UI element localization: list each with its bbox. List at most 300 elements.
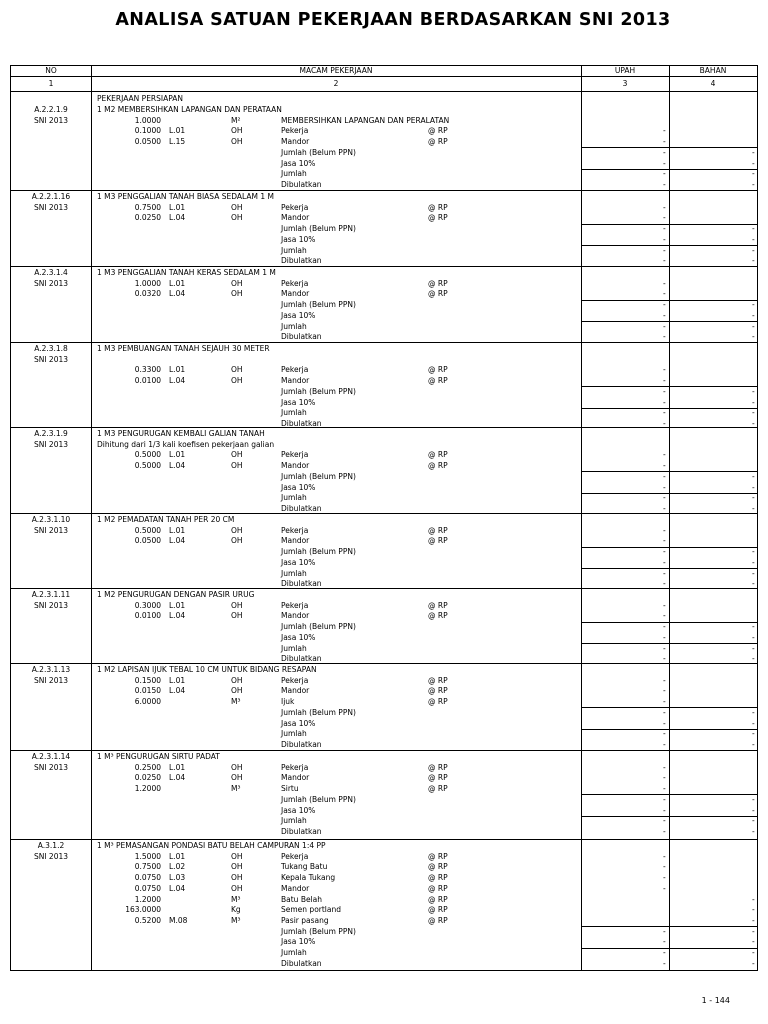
- work-item-block: [11, 839, 757, 972]
- subtotal-line-upah: [582, 816, 670, 817]
- item-title: 1 M3 PENGURUGAN KEMBALI GALIAN TANAH: [97, 429, 265, 438]
- upah-value: -: [663, 686, 666, 696]
- upah-total: -: [663, 826, 666, 836]
- bahan-total: -: [752, 179, 755, 189]
- total-label: Jumlah: [281, 408, 307, 418]
- component-name: Mandor: [281, 883, 310, 893]
- upah-total: -: [663, 739, 666, 749]
- upah-total: -: [663, 805, 666, 815]
- upah-total: -: [663, 482, 666, 492]
- bahan-total: -: [752, 622, 755, 632]
- work-item-block: [11, 266, 757, 342]
- upah-value: -: [663, 773, 666, 783]
- coefficient: 0.7500: [134, 202, 161, 212]
- header-row-divider: [11, 76, 757, 77]
- block-divider: [11, 750, 757, 751]
- component-name: Ijuk: [281, 697, 295, 707]
- component-code: L.01: [169, 450, 186, 460]
- col-number-1: 1: [48, 79, 54, 88]
- component-code: L.01: [169, 365, 186, 375]
- unit: OH: [231, 461, 243, 471]
- price-label: @ RP: [428, 686, 448, 696]
- coefficient: 1.5000: [134, 851, 161, 861]
- component-code: L.04: [169, 773, 186, 783]
- upah-total: -: [663, 471, 666, 481]
- total-label: Jumlah (Belum PPN): [281, 300, 356, 310]
- price-label: @ RP: [428, 762, 448, 772]
- analysis-table: [10, 65, 758, 971]
- upah-value: -: [663, 862, 666, 872]
- upah-value: -: [663, 883, 666, 893]
- total-label: Jasa 10%: [281, 397, 316, 407]
- component-name: Mandor: [281, 686, 310, 696]
- upah-value: -: [663, 278, 666, 288]
- component-name: Pasir pasang: [281, 915, 329, 925]
- component-name: Mandor: [281, 536, 310, 546]
- work-item-block: [11, 663, 757, 750]
- item-standard: SNI 2013: [33, 675, 69, 685]
- document-title: ANALISA SATUAN PEKERJAAN BERDASARKAN SNI 2013: [115, 10, 671, 30]
- total-label: Dibulatkan: [281, 503, 322, 513]
- component-code: L.04: [169, 461, 186, 471]
- bahan-total: -: [752, 158, 755, 168]
- unit: M³: [231, 784, 241, 794]
- price-label: @ RP: [428, 600, 448, 610]
- subtotal-line-upah: [582, 386, 670, 387]
- subtotal-line-upah: [582, 643, 670, 644]
- subtotal-line-bahan: [670, 948, 758, 949]
- upah-value: -: [663, 873, 666, 883]
- component-name: Mandor: [281, 213, 310, 223]
- unit: OH: [231, 278, 243, 288]
- coefficient: 0.1000: [134, 126, 161, 136]
- upah-total: -: [663, 707, 666, 717]
- unit: OH: [231, 762, 243, 772]
- bahan-total: -: [752, 805, 755, 815]
- coefficient: 0.0100: [134, 376, 161, 386]
- item-title: 1 M2 PENGURUGAN DENGAN PASIR URUG: [97, 590, 255, 599]
- upah-value: -: [663, 450, 666, 460]
- total-label: Jumlah (Belum PPN): [281, 926, 356, 936]
- component-code: L.01: [169, 202, 186, 212]
- total-label: Jumlah: [281, 169, 307, 179]
- col-number-3: 3: [622, 79, 628, 88]
- component-name: Pekerja: [281, 365, 309, 375]
- bahan-total: -: [752, 547, 755, 557]
- upah-value: -: [663, 536, 666, 546]
- coefficient: 0.7500: [134, 862, 161, 872]
- total-label: Dibulatkan: [281, 579, 322, 589]
- price-label: @ RP: [428, 851, 448, 861]
- upah-total: -: [663, 418, 666, 428]
- unit: M²: [231, 115, 241, 125]
- upah-total: -: [663, 816, 666, 826]
- upah-total: -: [663, 729, 666, 739]
- upah-value: -: [663, 600, 666, 610]
- subtotal-line-upah: [582, 300, 670, 301]
- item-title: 1 M3 PENGGALIAN TANAH KERAS SEDALAM 1 M: [97, 268, 276, 277]
- unit: M³: [231, 894, 241, 904]
- upah-total: -: [663, 493, 666, 503]
- bahan-total: -: [752, 493, 755, 503]
- unit: Kg: [231, 905, 241, 915]
- component-code: L.04: [169, 213, 186, 223]
- bahan-total: -: [752, 557, 755, 567]
- coefficient: 6.0000: [134, 697, 161, 707]
- subtotal-line-bahan: [670, 643, 758, 644]
- price-label: @ RP: [428, 213, 448, 223]
- component-code: L.04: [169, 611, 186, 621]
- bahan-total: -: [752, 948, 755, 957]
- subtotal-line-bahan: [670, 568, 758, 569]
- price-label: @ RP: [428, 126, 448, 136]
- subtotal-line-bahan: [670, 493, 758, 494]
- upah-value: -: [663, 611, 666, 621]
- bahan-total: -: [752, 654, 755, 664]
- upah-total: -: [663, 547, 666, 557]
- total-label: Jumlah (Belum PPN): [281, 622, 356, 632]
- upah-total: -: [663, 321, 666, 331]
- bahan-total: -: [752, 386, 755, 396]
- upah-value: -: [663, 376, 666, 386]
- item-title: 1 M³ PENGURUGAN SIRTU PADAT: [97, 752, 220, 761]
- upah-total: -: [663, 158, 666, 168]
- bahan-total: -: [752, 147, 755, 157]
- total-label: Jasa 10%: [281, 718, 316, 728]
- unit: OH: [231, 675, 243, 685]
- component-name: Pekerja: [281, 126, 309, 136]
- upah-value: -: [663, 213, 666, 223]
- total-label: Jasa 10%: [281, 310, 316, 320]
- header-bottom-divider: [11, 91, 757, 92]
- subtotal-line-bahan: [670, 816, 758, 817]
- upah-value: -: [663, 289, 666, 299]
- component-name: Mandor: [281, 611, 310, 621]
- price-label: @ RP: [428, 873, 448, 883]
- subtotal-line-bahan: [670, 707, 758, 708]
- upah-total: -: [663, 397, 666, 407]
- component-name: Mandor: [281, 461, 310, 471]
- upah-total: -: [663, 579, 666, 589]
- price-label: @ RP: [428, 137, 448, 147]
- item-title: 1 M2 MEMBERSIHKAN LAPANGAN DAN PERATAAN: [97, 105, 282, 114]
- component-code: L.01: [169, 675, 186, 685]
- block-divider: [11, 342, 757, 343]
- component-name: Pekerja: [281, 525, 309, 535]
- component-code: L.03: [169, 873, 186, 883]
- price-label: @ RP: [428, 894, 448, 904]
- upah-value: -: [663, 762, 666, 772]
- bahan-total: -: [752, 718, 755, 728]
- unit: OH: [231, 450, 243, 460]
- unit: OH: [231, 883, 243, 893]
- item-standard: SNI 2013: [33, 439, 69, 449]
- bahan-total: -: [752, 643, 755, 653]
- coefficient: 0.0250: [134, 773, 161, 783]
- coefficient: 1.0000: [134, 278, 161, 288]
- item-standard: SNI 2013: [33, 762, 69, 772]
- upah-value: -: [663, 697, 666, 707]
- component-name: Pekerja: [281, 450, 309, 460]
- component-name: Pekerja: [281, 762, 309, 772]
- price-label: @ RP: [428, 365, 448, 375]
- total-label: Jasa 10%: [281, 234, 316, 244]
- upah-total: -: [663, 654, 666, 664]
- item-standard: SNI 2013: [33, 202, 69, 212]
- col-number-4: 4: [710, 79, 716, 88]
- component-name: Semen portland: [281, 905, 341, 915]
- bahan-total: -: [752, 958, 755, 968]
- price-label: @ RP: [428, 525, 448, 535]
- unit: OH: [231, 137, 243, 147]
- bahan-total: -: [752, 729, 755, 739]
- block-divider: [11, 190, 757, 191]
- total-label: Jumlah: [281, 816, 307, 826]
- total-label: Jasa 10%: [281, 158, 316, 168]
- upah-total: -: [663, 718, 666, 728]
- unit: OH: [231, 126, 243, 136]
- upah-total: -: [663, 926, 666, 936]
- bahan-total: -: [752, 826, 755, 836]
- upah-total: -: [663, 568, 666, 578]
- item-code: A.2.3.1.8: [34, 344, 68, 353]
- total-label: Dibulatkan: [281, 958, 322, 968]
- subtotal-line-upah: [582, 471, 670, 472]
- coefficient: 1.2000: [134, 894, 161, 904]
- unit: OH: [231, 600, 243, 610]
- upah-total: -: [663, 256, 666, 266]
- total-label: Jumlah (Belum PPN): [281, 547, 356, 557]
- item-code: A.2.3.1.14: [31, 752, 71, 761]
- price-label: @ RP: [428, 915, 448, 925]
- bahan-total: -: [752, 482, 755, 492]
- total-label: Dibulatkan: [281, 256, 322, 266]
- total-label: Dibulatkan: [281, 418, 322, 428]
- total-label: Jasa 10%: [281, 937, 316, 947]
- component-code: L.01: [169, 600, 186, 610]
- coefficient: 0.0150: [134, 686, 161, 696]
- total-label: Dibulatkan: [281, 739, 322, 749]
- block-divider: [11, 588, 757, 589]
- total-label: Jumlah: [281, 729, 307, 739]
- item-note: Dihitung dari 1/3 kali koefisen pekerjaan galian: [97, 439, 275, 449]
- subtotal-line-upah: [582, 169, 670, 170]
- work-item-block: [11, 750, 757, 839]
- unit: OH: [231, 213, 243, 223]
- upah-total: -: [663, 179, 666, 189]
- bahan-total: -: [752, 256, 755, 266]
- work-item-block: [11, 342, 757, 427]
- upah-total: -: [663, 245, 666, 255]
- upah-total: -: [663, 300, 666, 310]
- price-label: @ RP: [428, 784, 448, 794]
- item-standard: SNI 2013: [33, 354, 69, 364]
- bahan-total: -: [752, 224, 755, 234]
- bahan-value: -: [752, 905, 755, 915]
- component-code: L.01: [169, 278, 186, 288]
- item-standard: SNI 2013: [33, 525, 69, 535]
- subtotal-line-bahan: [670, 321, 758, 322]
- subtotal-line-upah: [582, 729, 670, 730]
- item-title: 1 M2 PEMADATAN TANAH PER 20 CM: [97, 515, 235, 524]
- bahan-total: -: [752, 397, 755, 407]
- price-label: @ RP: [428, 202, 448, 212]
- item-title: 1 M³ PEMASANGAN PONDASI BATU BELAH CAMPURAN 1:4 PP: [97, 841, 326, 850]
- bahan-total: -: [752, 245, 755, 255]
- unit: OH: [231, 536, 243, 546]
- bahan-total: -: [752, 794, 755, 804]
- upah-value: -: [663, 137, 666, 147]
- bahan-total: -: [752, 926, 755, 936]
- coefficient: 1.2000: [134, 784, 161, 794]
- unit: OH: [231, 525, 243, 535]
- upah-total: -: [663, 643, 666, 653]
- work-item-block: [11, 513, 757, 588]
- work-item-block: [11, 190, 757, 266]
- price-label: @ RP: [428, 289, 448, 299]
- component-code: L.04: [169, 883, 186, 893]
- unit: OH: [231, 365, 243, 375]
- unit: M³: [231, 915, 241, 925]
- component-code: L.01: [169, 851, 186, 861]
- bahan-total: -: [752, 321, 755, 331]
- upah-total: -: [663, 948, 666, 957]
- block-divider: [11, 839, 757, 840]
- item-code: A.2.3.1.13: [31, 665, 71, 674]
- bahan-total: -: [752, 471, 755, 481]
- work-item-block: [11, 588, 757, 663]
- unit: M³: [231, 697, 241, 707]
- total-label: Jumlah: [281, 493, 307, 503]
- upah-value: -: [663, 784, 666, 794]
- coefficient: 1.0000: [134, 115, 161, 125]
- component-name: Sirtu: [281, 784, 299, 794]
- page-number: 1 - 144: [701, 996, 730, 1005]
- subtotal-line-upah: [582, 568, 670, 569]
- total-label: Jumlah: [281, 568, 307, 578]
- header-bahan: BAHAN: [699, 66, 727, 75]
- header-macam-pekerjaan: MACAM PEKERJAAN: [299, 66, 373, 75]
- total-label: Jasa 10%: [281, 632, 316, 642]
- total-label: Dibulatkan: [281, 654, 322, 664]
- subtotal-line-bahan: [670, 245, 758, 246]
- bahan-total: -: [752, 503, 755, 513]
- coefficient: 0.0500: [134, 137, 161, 147]
- component-name: Pekerja: [281, 600, 309, 610]
- coefficient: 0.0320: [134, 289, 161, 299]
- component-name: Kepala Tukang: [281, 873, 336, 883]
- subtotal-line-bahan: [670, 224, 758, 225]
- section-title: PEKERJAAN PERSIAPAN: [97, 94, 184, 103]
- bahan-total: -: [752, 418, 755, 428]
- item-code: A.2.2.1.9: [34, 105, 68, 114]
- item-standard: SNI 2013: [33, 600, 69, 610]
- total-label: Dibulatkan: [281, 332, 322, 342]
- total-label: Jasa 10%: [281, 482, 316, 492]
- upah-total: -: [663, 794, 666, 804]
- coefficient: 0.1500: [134, 675, 161, 685]
- bahan-total: -: [752, 300, 755, 310]
- price-label: @ RP: [428, 697, 448, 707]
- subtotal-line-upah: [582, 245, 670, 246]
- component-name: Tukang Batu: [281, 862, 328, 872]
- subtotal-line-upah: [582, 224, 670, 225]
- bahan-total: -: [752, 310, 755, 320]
- header-no: NO: [45, 66, 57, 75]
- component-name: Mandor: [281, 137, 310, 147]
- total-label: Jumlah (Belum PPN): [281, 386, 356, 396]
- subtotal-line-bahan: [670, 729, 758, 730]
- subtotal-line-bahan: [670, 547, 758, 548]
- total-label: Jasa 10%: [281, 805, 316, 815]
- bahan-total: -: [752, 579, 755, 589]
- upah-total: -: [663, 386, 666, 396]
- total-label: Jumlah (Belum PPN): [281, 707, 356, 717]
- component-name: Mandor: [281, 773, 310, 783]
- subtotal-line-bahan: [670, 794, 758, 795]
- subtotal-line-bahan: [670, 169, 758, 170]
- unit: OH: [231, 686, 243, 696]
- upah-value: -: [663, 365, 666, 375]
- price-label: @ RP: [428, 376, 448, 386]
- unit: OH: [231, 851, 243, 861]
- price-label: @ RP: [428, 883, 448, 893]
- item-code: A.2.3.1.11: [31, 590, 71, 599]
- block-divider: [11, 663, 757, 664]
- coefficient: 0.3300: [134, 365, 161, 375]
- unit: OH: [231, 611, 243, 621]
- col-number-2: 2: [333, 79, 339, 88]
- total-label: Jumlah: [281, 643, 307, 653]
- subtotal-line-upah: [582, 707, 670, 708]
- upah-value: -: [663, 461, 666, 471]
- header-upah: UPAH: [614, 66, 636, 75]
- bahan-total: -: [752, 707, 755, 717]
- subtotal-line-upah: [582, 926, 670, 927]
- subtotal-line-bahan: [670, 926, 758, 927]
- upah-total: -: [663, 169, 666, 179]
- bahan-total: -: [752, 408, 755, 418]
- price-label: @ RP: [428, 536, 448, 546]
- unit: OH: [231, 862, 243, 872]
- coefficient: 0.5200: [134, 915, 161, 925]
- unit: OH: [231, 376, 243, 386]
- component-code: L.02: [169, 862, 186, 872]
- total-label: Jumlah (Belum PPN): [281, 147, 356, 157]
- upah-total: -: [663, 503, 666, 513]
- coefficient: 0.2500: [134, 762, 161, 772]
- subtotal-line-upah: [582, 147, 670, 148]
- price-label: @ RP: [428, 450, 448, 460]
- subtotal-line-bahan: [670, 471, 758, 472]
- unit: OH: [231, 773, 243, 783]
- total-label: Jumlah (Belum PPN): [281, 224, 356, 234]
- upah-total: -: [663, 937, 666, 947]
- component-code: L.01: [169, 762, 186, 772]
- upah-total: -: [663, 234, 666, 244]
- item-title: 1 M2 LAPISAN IJUK TEBAL 10 CM UNTUK BIDANG RESAPAN: [97, 665, 317, 674]
- component-name: Pekerja: [281, 851, 309, 861]
- total-label: Dibulatkan: [281, 826, 322, 836]
- bahan-value: -: [752, 894, 755, 904]
- coefficient: 163.0000: [125, 905, 161, 915]
- item-code: A.2.3.1.4: [34, 268, 68, 277]
- bahan-total: -: [752, 568, 755, 578]
- unit: OH: [231, 873, 243, 883]
- price-label: @ RP: [428, 905, 448, 915]
- subtotal-line-upah: [582, 622, 670, 623]
- upah-value: -: [663, 851, 666, 861]
